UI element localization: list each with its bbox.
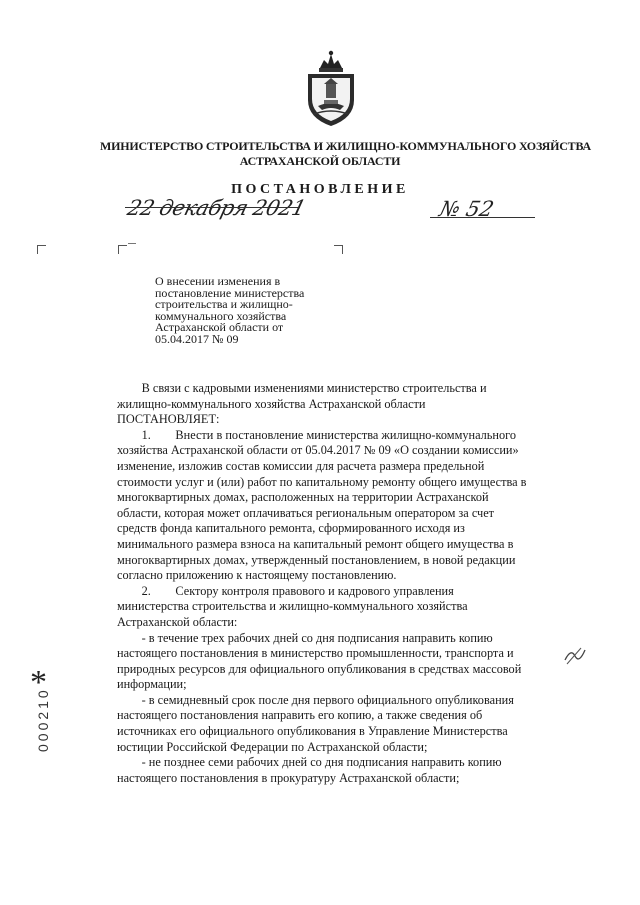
body-line: минимального размера взноса на капитальный ремонт общего имущества в — [117, 536, 514, 551]
date-underline — [125, 207, 300, 208]
ministry-name-line1: МИНИСТЕРСТВО СТРОИТЕЛЬСТВА И ЖИЛИЩНО-КОММУНАЛЬНОГО ХОЗЯЙСТВА — [100, 139, 592, 153]
body-line: области, которая может оплачиваться региональным оператором за счет — [117, 505, 495, 520]
body-line: - в семидневный срок после дня первого официального опубликования — [117, 692, 514, 707]
body-line: природных ресурсов для официального опубликования в средствах массовой — [117, 661, 522, 676]
body-line: Астраханской области: — [117, 614, 238, 629]
body-line: изменение, изложив состав комиссии для расчета размера предельной — [117, 458, 485, 473]
body-line: хозяйства Астраханской области от 05.04.2017 № 09 «О создании комиссии» — [117, 443, 519, 458]
body-line: 1. Внести в постановление министерства жилищно-коммунального — [117, 427, 516, 442]
margin-registration-code: 000210 — [35, 687, 51, 752]
body-line: источниках его официального опубликования в Управление Министерства — [117, 724, 508, 739]
body-line: согласно приложению к настоящему постановлению. — [117, 568, 397, 583]
corner-mark-tick — [128, 243, 136, 248]
handwritten-date: 22 декабря 2021 — [125, 196, 308, 220]
subject-line: строительства и жилищно- — [155, 297, 293, 311]
subject-line: коммунального хозяйства — [155, 308, 287, 323]
body-line: В связи с кадровыми изменениями министерство строительства и — [117, 381, 487, 395]
number-underline — [430, 217, 535, 218]
subject-line: постановление министерства — [155, 285, 305, 300]
body-line: стоимости услуг и (или) работ по капитальному ремонту общего имущества в — [117, 474, 527, 489]
document-body — [117, 381, 577, 786]
ministry-name — [100, 139, 592, 169]
subject-line: О внесении изменения в — [155, 274, 281, 288]
body-line: - не позднее семи рабочих дней со дня подписания направить копию — [117, 755, 502, 770]
corner-mark-subject-left — [118, 245, 127, 254]
body-line: настоящего постановления в министерство промышленности, транспорта и — [117, 646, 514, 661]
document-subject — [155, 276, 335, 345]
body-line: министерства строительства и жилищно-коммунального хозяйства — [117, 599, 468, 614]
body-line: юстиции Российской Федерации по Астраханской области; — [117, 739, 428, 754]
document-title: ПОСТАНОВЛЕНИЕ — [231, 182, 409, 197]
body-line: - в течение трех рабочих дней со дня подписания направить копию — [117, 630, 493, 645]
subject-line: Астраханской области от — [155, 320, 284, 334]
corner-mark-subject-right — [334, 245, 343, 254]
handwritten-number: № 52 — [437, 197, 497, 221]
body-line: информации; — [117, 677, 187, 692]
coat-of-arms-icon — [300, 48, 362, 128]
body-line: средств фонда капитального ремонта, сформированного исходя из — [117, 521, 465, 536]
margin-asterisk: * — [30, 664, 47, 701]
body-line: настоящего постановления в прокуратуру Астраханской области; — [117, 770, 460, 785]
ministry-name-line2: АСТРАХАНСКОЙ ОБЛАСТИ — [239, 154, 401, 168]
subject-line: 05.04.2017 № 09 — [155, 331, 239, 346]
body-line: ПОСТАНОВЛЯЕТ: — [117, 412, 220, 427]
corner-mark-left — [37, 245, 46, 254]
body-line: 2. Сектору контроля правового и кадрового управления — [117, 583, 454, 598]
body-line: многоквартирных домах, расположенных на территории Астраханской — [117, 490, 489, 505]
handwritten-mark-icon — [563, 644, 587, 666]
body-line: многоквартирных домах, утвержденный постановлением, в новой редакции — [117, 552, 516, 567]
body-line: жилищно-коммунального хозяйства Астраханской области — [117, 396, 426, 411]
body-line: настоящего постановления направить его копию, а также сведения об — [117, 708, 483, 723]
